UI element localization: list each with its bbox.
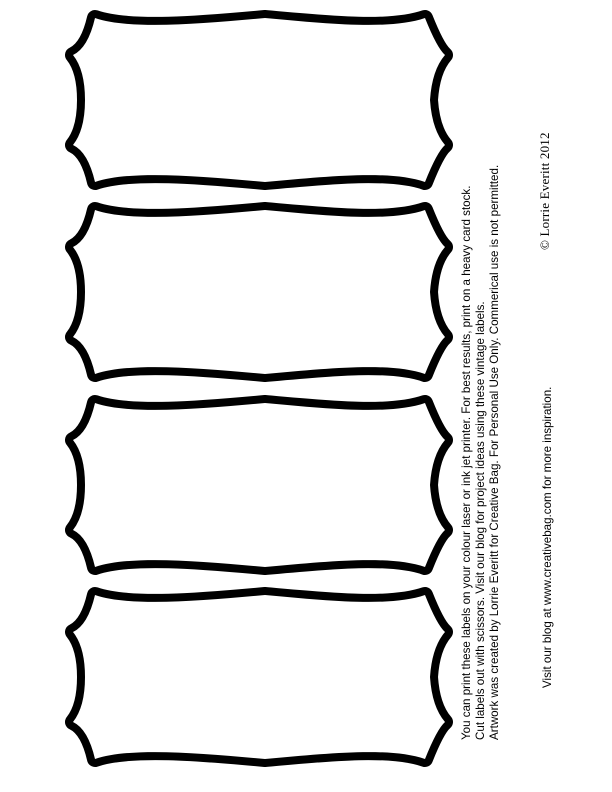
printing-instructions xyxy=(460,165,503,740)
instruction-line: You can print these labels on your colour laser or ink jet printer. For best results, print on a heavy card stock. xyxy=(460,185,473,740)
label-frame-2 xyxy=(73,210,445,374)
label-frame-1 xyxy=(73,18,445,182)
instruction-line: Artwork was created by Lorrie Everitt for Creative Bag. For Personal Use Only. Commerical use is not permitted. xyxy=(488,164,502,740)
instruction-line: Cut labels out with scissors. Visit our blog for project ideas using these vintage labels. xyxy=(474,301,488,740)
label-frame-4 xyxy=(73,595,445,759)
label-frame-3 xyxy=(73,403,445,567)
blog-note: Visit our blog at www.creativebag.com for more inspiration. xyxy=(541,386,554,688)
copyright-notice: © Lorrie Everitt 2012 xyxy=(537,132,552,250)
